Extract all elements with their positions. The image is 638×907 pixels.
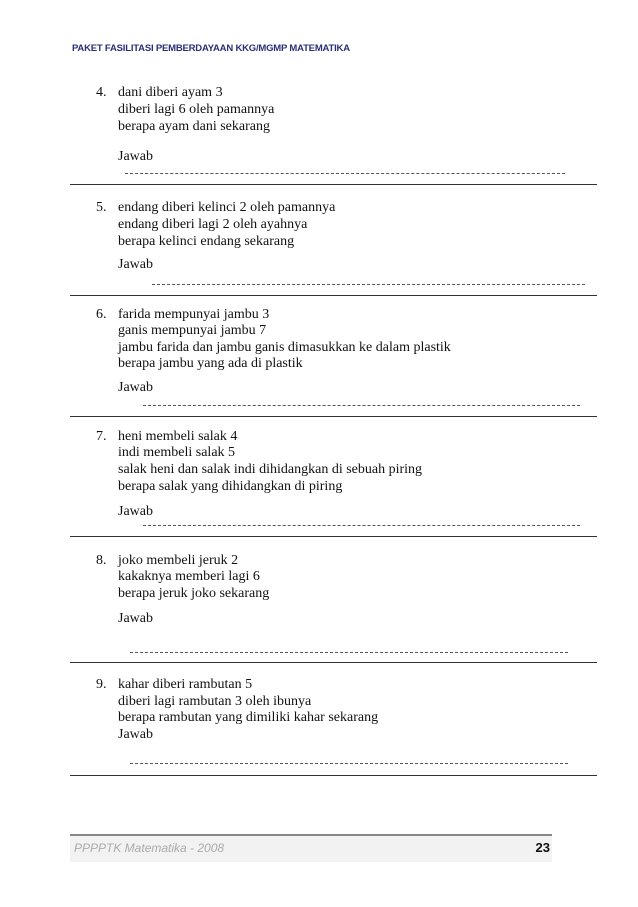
problem-line: kakaknya memberi lagi 6 xyxy=(118,569,260,584)
problem-number: 4. xyxy=(96,85,107,100)
answer-label: Jawab xyxy=(118,149,153,164)
problem-number: 6. xyxy=(96,307,107,322)
footer-text: PPPPTK Matematika - 2008 xyxy=(74,841,225,855)
separator-line xyxy=(70,662,597,663)
answer-blank-line[interactable] xyxy=(152,284,585,285)
problem-line: berapa salak yang dihidangkan di piring xyxy=(118,479,343,494)
problem-line: joko membeli jeruk 2 xyxy=(118,553,239,568)
separator-line xyxy=(70,416,597,417)
answer-blank-line[interactable] xyxy=(130,652,568,653)
problem-line: diberi lagi rambutan 3 oleh ibunya xyxy=(118,694,312,709)
problem-line: dani diberi ayam 3 xyxy=(118,85,223,100)
page-footer xyxy=(70,834,552,862)
problem-line: jambu farida dan jambu ganis dimasukkan ke dalam plastik xyxy=(118,340,451,355)
problem-line: diberi lagi 6 oleh pamannya xyxy=(118,102,275,117)
separator-line xyxy=(70,184,597,185)
page-number: 23 xyxy=(535,840,550,855)
problem-line: berapa jambu yang ada di plastik xyxy=(118,356,303,371)
problem-line: kahar diberi rambutan 5 xyxy=(118,677,253,692)
problem-line: berapa jeruk joko sekarang xyxy=(118,586,270,601)
problem-number: 5. xyxy=(96,200,107,215)
answer-label: Jawab xyxy=(118,380,153,395)
problem-line: indi membeli salak 5 xyxy=(118,445,236,460)
problem-line: berapa rambutan yang dimiliki kahar sekarang xyxy=(118,710,379,725)
problem-number: 8. xyxy=(96,553,107,568)
answer-label: Jawab xyxy=(118,257,153,272)
answer-blank-line[interactable] xyxy=(143,405,580,406)
problem-line: ganis mempunyai jambu 7 xyxy=(118,323,267,338)
problem-line: berapa ayam dani sekarang xyxy=(118,119,270,134)
answer-label: Jawab xyxy=(118,611,153,626)
page-header: PAKET FASILITASI PEMBERDAYAAN KKG/MGMP MATEMATIKA xyxy=(72,43,350,54)
answer-label: Jawab xyxy=(118,504,153,519)
problem-line: berapa kelinci endang sekarang xyxy=(118,234,295,249)
problem-line: endang diberi kelinci 2 oleh pamannya xyxy=(118,200,336,215)
answer-label: Jawab xyxy=(118,727,153,742)
answer-blank-line[interactable] xyxy=(130,763,568,764)
problem-line: salak heni dan salak indi dihidangkan di sebuah piring xyxy=(118,462,423,477)
separator-line xyxy=(70,775,597,776)
problem-number: 7. xyxy=(96,429,107,444)
separator-line xyxy=(70,295,597,296)
answer-blank-line[interactable] xyxy=(125,173,565,174)
separator-line xyxy=(70,536,597,537)
problem-number: 9. xyxy=(96,677,107,692)
problem-line: endang diberi lagi 2 oleh ayahnya xyxy=(118,217,308,232)
problem-line: farida mempunyai jambu 3 xyxy=(118,307,270,322)
answer-blank-line[interactable] xyxy=(143,525,580,526)
problem-line: heni membeli salak 4 xyxy=(118,429,238,444)
